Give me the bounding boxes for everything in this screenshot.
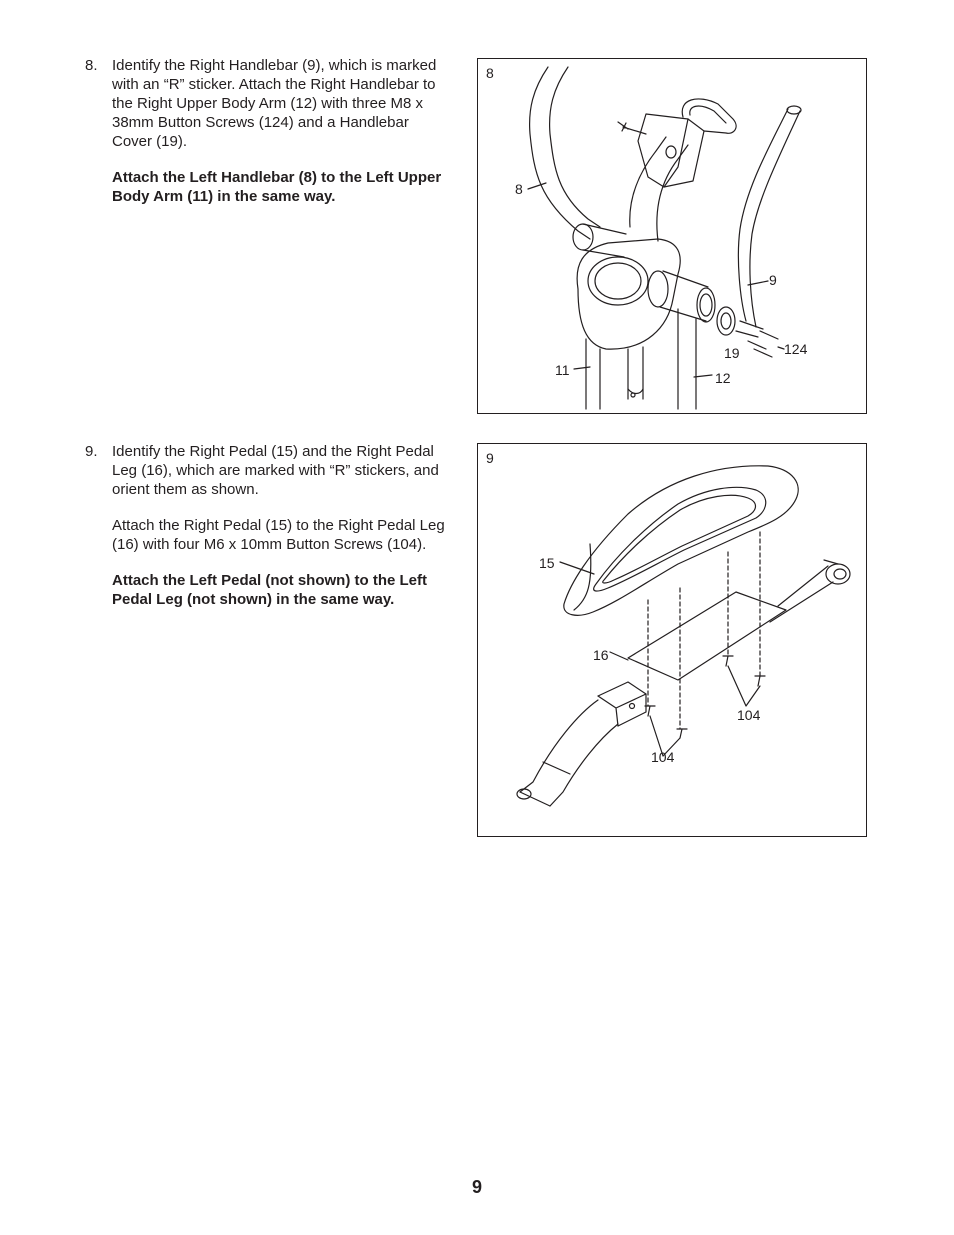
callout-8: 8 xyxy=(515,181,523,197)
callout-16: 16 xyxy=(593,647,609,663)
page-number: 9 xyxy=(471,1177,482,1197)
figure-number: 8 xyxy=(486,65,494,81)
step-paragraph: Attach the Right Pedal (15) to the Right Pedal Leg (16) with four M6 x 10mm Button Screws (104). xyxy=(112,517,445,553)
figure-8-drawing xyxy=(478,59,868,415)
callout-11: 11 xyxy=(555,362,570,378)
step-paragraph: Identify the Right Pedal (15) and the Right Pedal Leg (16), which are marked with “R” stickers, and orient them as shown. xyxy=(112,443,439,498)
callout-104-right: 104 xyxy=(737,707,761,723)
step-bold-note: Attach the Left Handlebar (8) to the Left Upper Body Arm (11) in the same way. xyxy=(112,169,442,205)
step-bold-note: Attach the Left Pedal (not shown) to the Left Pedal Leg (not shown) in the same way. xyxy=(112,572,427,608)
callout-124: 124 xyxy=(784,341,808,357)
step-body xyxy=(112,442,452,626)
callout-12: 12 xyxy=(715,370,731,386)
callout-19: 19 xyxy=(724,345,740,361)
callout-104-left: 104 xyxy=(651,749,675,765)
step-paragraph: Identify the Right Handlebar (9), which is marked with an “R” sticker. Attach the Right Handlebar to the Right Upper Body Arm (12) with three M8 x 38mm Button Screws (124) and a Handlebar Cover (19). xyxy=(112,57,437,150)
callout-15: 15 xyxy=(539,555,555,571)
callout-9: 9 xyxy=(769,272,777,288)
figure-number: 9 xyxy=(486,450,494,466)
figure-9 xyxy=(477,443,867,837)
figure-9-drawing xyxy=(478,444,868,838)
step-body xyxy=(112,56,452,223)
step-number: 8. xyxy=(85,57,98,74)
figure-8 xyxy=(477,58,867,414)
step-number: 9. xyxy=(85,443,98,460)
